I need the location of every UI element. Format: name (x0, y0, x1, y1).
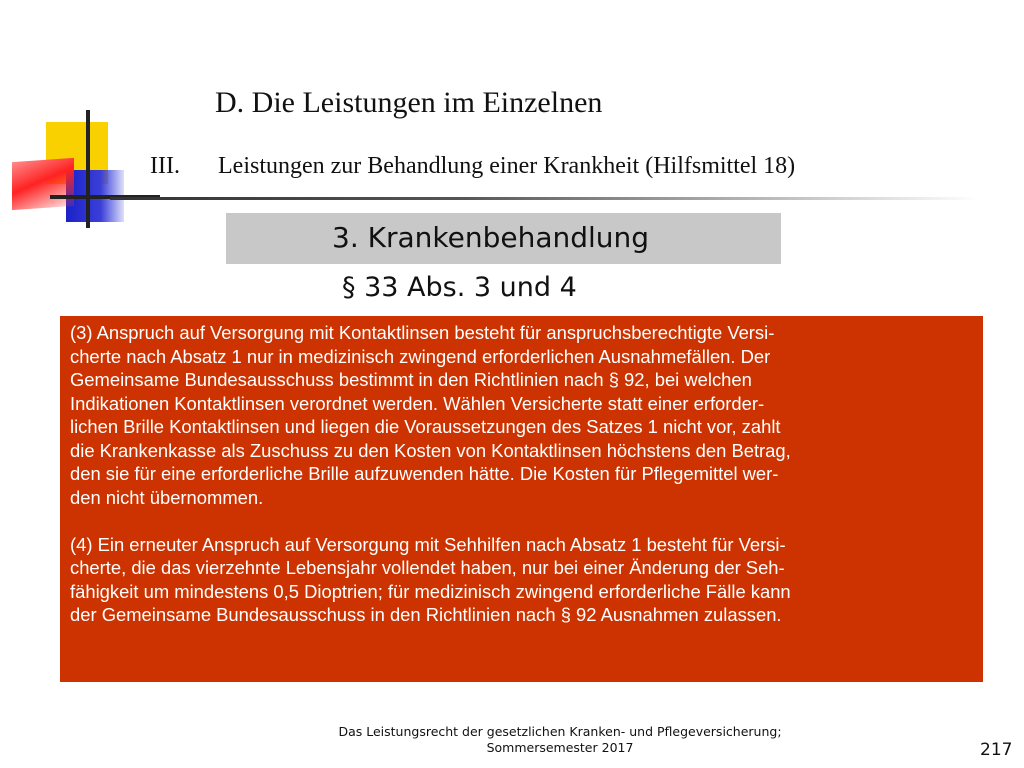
footer-line-1: Das Leistungsrecht der gesetzlichen Kranken- und Pflegeversicherung; (338, 724, 782, 739)
slide-footer (280, 724, 840, 756)
law-text-box (60, 316, 983, 682)
logo-red-square (12, 158, 74, 210)
logo-vertical-line (86, 110, 90, 228)
decorative-logo (0, 0, 160, 240)
footer-line-2: Sommersemester 2017 (486, 740, 634, 755)
subtitle-text: Leistungen zur Behandlung einer Krankheit (Hilfsmittel 18) (218, 153, 796, 179)
slide-subtitle (150, 153, 795, 180)
title-divider-line (110, 197, 980, 200)
slide-title: D. Die Leistungen im Einzelnen (215, 86, 603, 119)
section-heading-box (226, 213, 781, 264)
subtitle-number: III. (150, 153, 180, 179)
law-paragraph-4: (4) Ein erneuter Anspruch auf Versorgung mit Sehhilfen nach Absatz 1 besteht für Versi- cherte, die das vierzehnte Lebensjahr vollendet haben, nur bei einer Änderung der Seh- fähigkeit um mindestens 0,5 Dioptrien; für medizinisch zwingend erforderliche Fälle kann der Gemeinsame Bundesausschuss in den Richtlinien nach § 92 Ausnahmen zulassen. (70, 533, 791, 625)
page-number: 217 (980, 740, 1013, 760)
law-paragraph-3: (3) Anspruch auf Versorgung mit Kontaktlinsen besteht für anspruchsberechtigte Versi- cherte nach Absatz 1 nur in medizinisch zwingend erforderlichen Ausnahmefällen. Der Gemeinsame Bundesausschuss bestimmt in den Richtlinien nach § 92, bei welchen Indikationen Kontaktlinsen verordnet werden. Wählen Versicherte statt einer erforder- lichen Brille Kontaktlinsen und liegen die Voraussetzungen des Satzes 1 nicht vor, zahlt die Krankenkasse als Zuschuss zu den Kosten von Kontaktlinsen höchstens den Betrag, den sie für eine erforderliche Brille aufzuwenden hätte. Die Kosten für Pflegemittel wer- den nicht übernommen. (70, 322, 791, 508)
paragraph-reference: § 33 Abs. 3 und 4 (342, 272, 577, 303)
section-heading: 3. Krankenbehandlung (332, 221, 650, 254)
